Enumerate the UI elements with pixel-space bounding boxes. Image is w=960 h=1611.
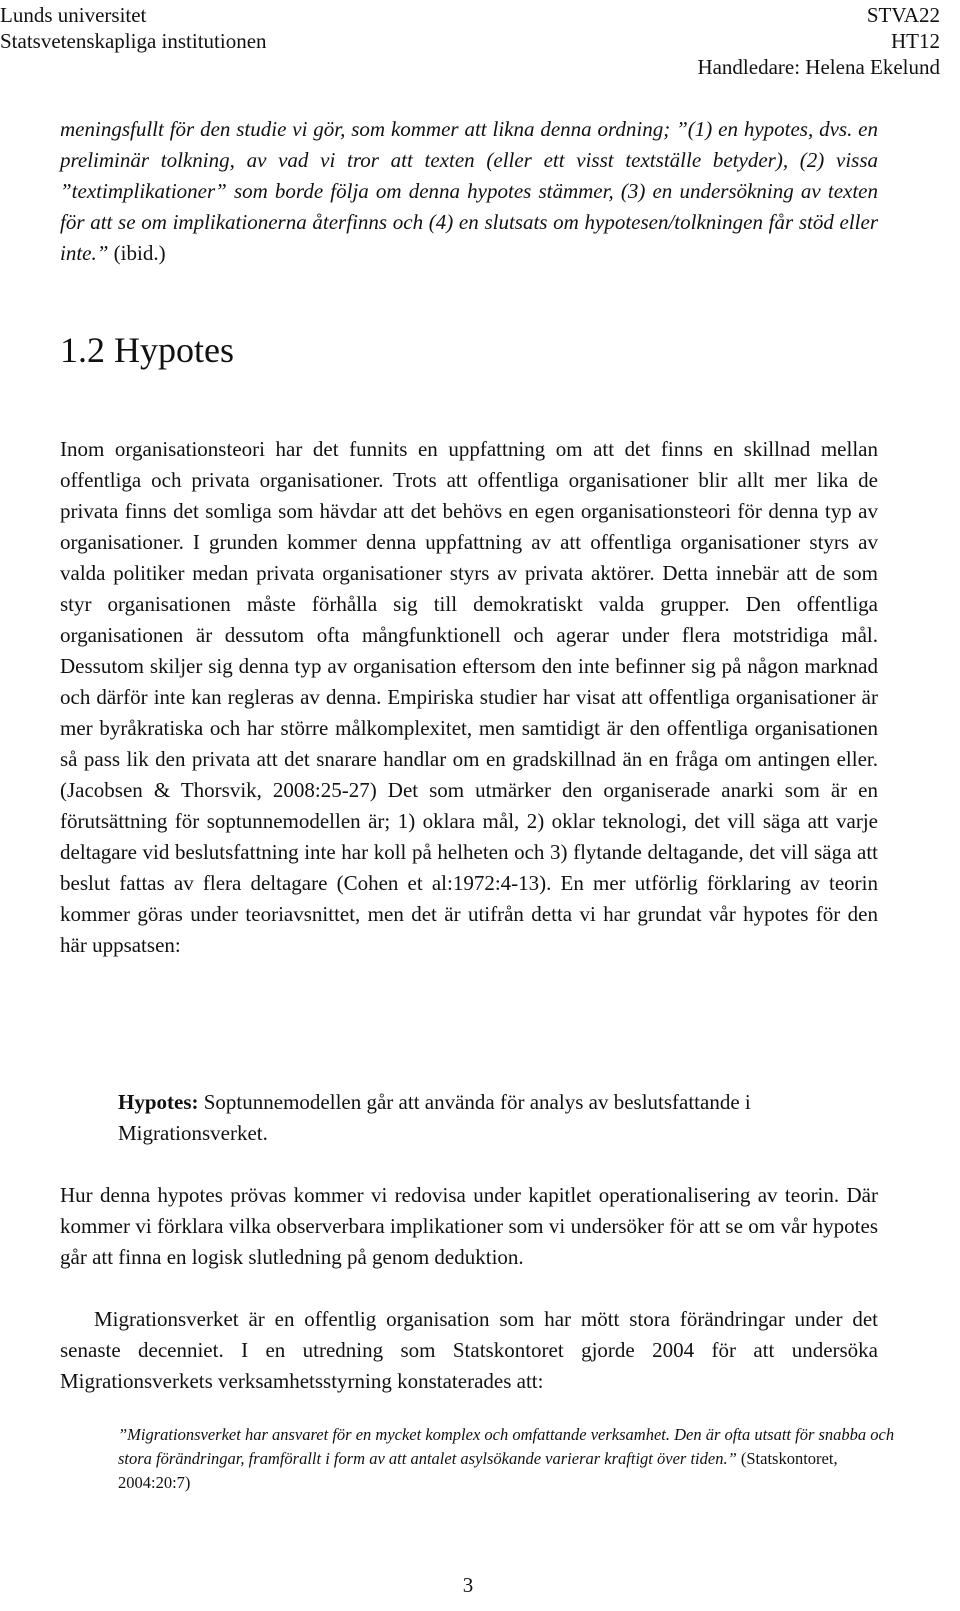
- term: HT12: [891, 29, 940, 53]
- hypothesis-text: Soptunnemodellen går att använda för analys av beslutsfattande i Migrationsverket.: [118, 1090, 751, 1145]
- course-code: STVA22: [866, 3, 940, 27]
- quote-italic-text: meningsfullt för den studie vi gör, som kommer att likna denna ordning; ”(1) en hypotes, dvs. en preliminär tolkning, av vad vi tror att texten (eller ett visst textställe betyder), (2) vissa ”textimplikationer” som borde följa om denna hypotes stämmer, (3) en undersökning av texten för att se om implikationerna återfinns och (4) en slutsats om hypotesen/tolkningen får stöd eller inte.”: [60, 117, 878, 265]
- supervisor: Handledare: Helena Ekelund: [697, 55, 940, 79]
- paragraph-hypothesis-testing: Hur denna hypotes prövas kommer vi redovisa under kapitlet operationalisering av teorin. Där kommer vi förklara vilka observerbara implikationer som vi undersöker för att se om vår hypotes går att finna en logisk slutledning på genom deduktion.: [60, 1183, 878, 1269]
- paragraph-migrationsverket: Migrationsverket är en offentlig organisation som har mött stora förändringar under det senaste decenniet. I en utredning som Statskontoret gjorde 2004 för att undersöka Migrationsverkets verksamhetsstyrning konstaterades att:: [60, 1307, 878, 1393]
- citation-reference: (Statskontoret, 2004:20:7): [118, 1449, 838, 1492]
- citation-italic-text: ”Migrationsverket har ansvaret för en mycket komplex och omfattande verksamhet. Den är ofta utsatt för snabba och stora förändringar, framförallt i form av att antalet asylsökande varierar kraftigt över tiden.”: [118, 1425, 895, 1468]
- department-name: Statsvetenskapliga institutionen: [0, 29, 267, 53]
- page-header-left: [0, 2, 267, 54]
- university-name: Lunds universitet: [0, 3, 147, 27]
- page-header-right: [697, 2, 940, 80]
- statskontoret-citation: [118, 1423, 908, 1495]
- page-number: 3: [462, 1573, 474, 1597]
- quote-reference: (ibid.): [108, 241, 166, 265]
- section-heading: 1.2 Hypotes: [60, 330, 234, 370]
- hypothesis-statement: [118, 1087, 878, 1149]
- quoted-method-passage: [60, 114, 878, 269]
- paragraph-organisation-theory: Inom organisationsteori har det funnits en uppfattning om att det finns en skillnad mellan offentliga och privata organisationer. Trots att offentliga organisationer blir allt mer lika de privata finns det somliga som hävdar att det behövs en egen organisationsteori för denna typ av organisationer. I grunden kommer denna uppfattning av att offentliga organisationer styrs av valda politiker medan privata organisationer styrs av privata aktörer. Detta innebär att de som styr organisationen måste förhålla sig till demokratiskt valda grupper. Den offentliga organisationen är dessutom ofta mångfunktionell och agerar under flera motstridiga mål. Dessutom skiljer sig denna typ av organisation eftersom den inte befinner sig på någon marknad och därför inte kan regleras av denna. Empiriska studier har visat att offentliga organisationer är mer byråkratiska och har större målkomplexitet, men samtidigt är den offentliga organisationen så pass lik den privata att det snarare handlar om en gradskillnad än en fråga om antingen eller. (Jacobsen & Thorsvik, 2008:25-27) Det som utmärker den organiserade anarki som är en förutsättning för soptunnemodellen är; 1) oklara mål, 2) oklar teknologi, det vill säga att varje deltagare vid beslutsfattning inte har koll på helheten och 3) flytande deltagande, det vill säga att beslut fattas av flera deltagare (Cohen et al:1972:4-13). En mer utförlig förklaring av teorin kommer göras under teoriavsnittet, men det är utifrån detta vi har grundat vår hypotes för den här uppsatsen:: [60, 437, 878, 957]
- hypothesis-label: Hypotes:: [118, 1090, 199, 1114]
